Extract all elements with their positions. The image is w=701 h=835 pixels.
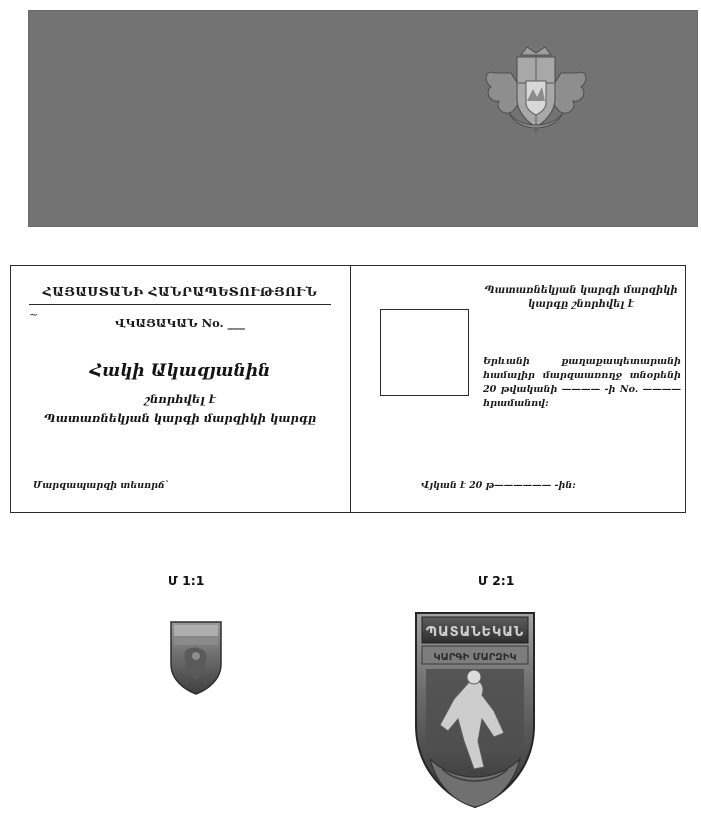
holder-name: Հակի Ակազյանին	[89, 361, 271, 381]
tilde-mark: ~	[29, 308, 39, 321]
certificate-right-page	[351, 266, 687, 512]
right-heading-line1: Պատառնեկյան կարգի մարզիկի	[484, 285, 678, 296]
badge-scale-2-1	[408, 607, 542, 816]
photo-placeholder-box	[380, 309, 469, 396]
validity-line: Վյկան է 20 թ—————— -ին:	[421, 480, 576, 491]
right-heading-line2: կարգը շնորհվել է	[528, 299, 634, 310]
caption-scale-2-1: Մ 2:1	[478, 573, 515, 588]
certificate-card	[10, 265, 686, 513]
certificate-left-page	[11, 266, 350, 512]
issuer-label: Մարզապարզի տեսորճ`	[33, 480, 170, 491]
armenia-coat-of-arms-icon	[481, 33, 591, 138]
gray-header-panel	[28, 10, 698, 227]
title-rule	[29, 304, 331, 305]
caption-scale-1-1: Մ 1:1	[168, 573, 205, 588]
certificate-number-label: ՎԿԱՅԱԿԱՆ No. ___	[115, 316, 245, 330]
award-title: Պատառնեկյան կարգի մարզիկի կարգը	[43, 411, 317, 425]
badge-scale-1-1	[165, 618, 227, 700]
svg-text:ՊԱՏԱՆԵԿԱՆ: ՊԱՏԱՆԵԿԱՆ	[425, 625, 525, 640]
awarded-line: շնորհվել է	[144, 392, 216, 406]
right-paragraph: Երևանի քաղաքապետարանի համալիր մարզաառողջ տնօրենի 20 թվականի ———— -ի No. ———— հրամանով:	[483, 356, 681, 409]
republic-title: ՀԱՅԱՍՏԱՆԻ ՀԱՆՐԱՊԵՏՈՒԹՅՈՒՆ	[42, 284, 318, 299]
svg-text:ԿԱՐԳԻ ՄԱՐԶԻԿ: ԿԱՐԳԻ ՄԱՐԶԻԿ	[433, 652, 517, 663]
right-heading	[483, 284, 679, 312]
